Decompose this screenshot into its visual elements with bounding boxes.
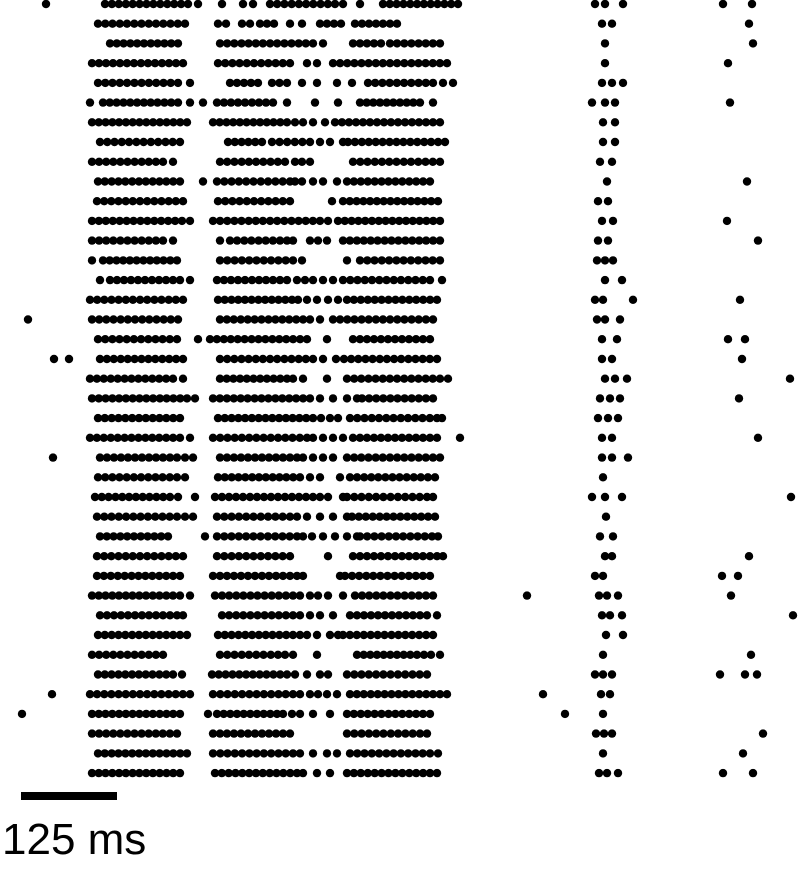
scale-label: 125 ms <box>2 815 147 864</box>
spike-dots <box>18 0 797 777</box>
scale-bar <box>21 792 117 800</box>
